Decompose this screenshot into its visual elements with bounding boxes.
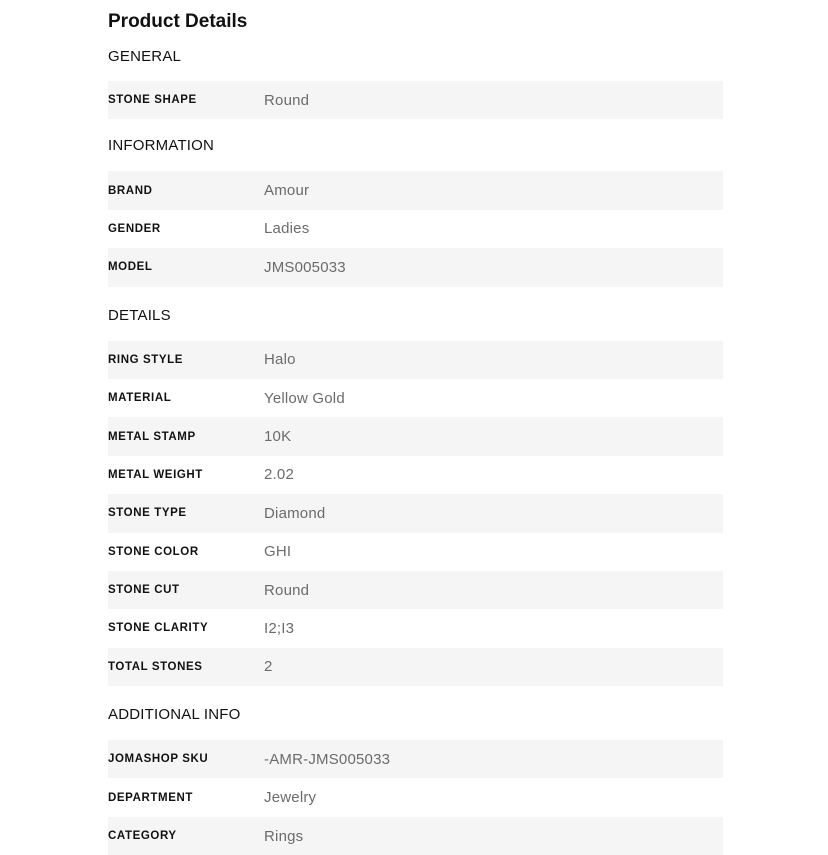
- spec-label: BRAND: [108, 184, 153, 197]
- spec-row: [108, 379, 723, 417]
- spec-row: [108, 648, 723, 686]
- spec-label: STONE CUT: [108, 584, 180, 597]
- section-heading: INFORMATION: [108, 137, 215, 155]
- spec-label: METAL WEIGHT: [108, 468, 203, 481]
- spec-value: Ladies: [264, 220, 310, 238]
- spec-row: [108, 456, 723, 494]
- spec-value: GHI: [264, 543, 292, 561]
- product-details: [108, 10, 723, 855]
- spec-label: METAL STAMP: [108, 430, 196, 443]
- spec-row: [108, 210, 723, 248]
- page-title: Product Details: [108, 11, 248, 32]
- spec-row: [108, 81, 723, 119]
- spec-value: Round: [264, 581, 310, 599]
- spec-label: GENDER: [108, 222, 161, 235]
- spec-value: JMS005033: [264, 258, 346, 276]
- spec-label: STONE CLARITY: [108, 622, 209, 635]
- spec-value: -AMR-JMS005033: [264, 750, 391, 768]
- spec-table: [108, 740, 723, 855]
- spec-row: [108, 817, 723, 855]
- spec-row: [108, 778, 723, 816]
- spec-row: [108, 533, 723, 571]
- spec-value: Rings: [264, 827, 304, 845]
- spec-value: I2;I3: [264, 619, 295, 637]
- spec-label: MATERIAL: [108, 392, 172, 405]
- spec-value: 2: [264, 658, 273, 676]
- section-heading: GENERAL: [108, 48, 182, 65]
- spec-row: [108, 171, 723, 209]
- spec-value: Halo: [264, 351, 296, 369]
- section-heading: ADDITIONAL INFO: [108, 706, 241, 724]
- spec-row: [108, 571, 723, 609]
- spec-label: STONE SHAPE: [108, 94, 197, 107]
- spec-row: [108, 341, 723, 379]
- spec-row: [108, 740, 723, 778]
- spec-label: STONE COLOR: [108, 545, 199, 558]
- spec-row: [108, 417, 723, 455]
- spec-value: Amour: [264, 182, 310, 200]
- spec-row: [108, 248, 723, 286]
- spec-label: JOMASHOP SKU: [108, 753, 209, 766]
- spec-label: CATEGORY: [108, 830, 177, 843]
- spec-value: Jewelry: [264, 789, 317, 807]
- section-details: [108, 306, 723, 687]
- spec-label: RING STYLE: [108, 353, 184, 366]
- spec-table: [108, 81, 723, 119]
- spec-value: 2.02: [264, 466, 294, 484]
- spec-value: Yellow Gold: [264, 389, 345, 407]
- spec-table: [108, 171, 723, 286]
- spec-table: [108, 341, 723, 687]
- spec-row: [108, 494, 723, 532]
- spec-label: DEPARTMENT: [108, 791, 194, 804]
- spec-value: 10K: [264, 428, 292, 446]
- spec-value: Round: [264, 91, 310, 109]
- section-additional-info: [108, 705, 723, 855]
- spec-row: [108, 609, 723, 647]
- section-information: [108, 136, 723, 286]
- spec-label: MODEL: [108, 261, 153, 274]
- spec-label: STONE TYPE: [108, 507, 187, 520]
- spec-label: TOTAL STONES: [108, 660, 203, 673]
- section-heading: DETAILS: [108, 306, 171, 324]
- section-general: [108, 47, 723, 119]
- spec-value: Diamond: [264, 504, 326, 522]
